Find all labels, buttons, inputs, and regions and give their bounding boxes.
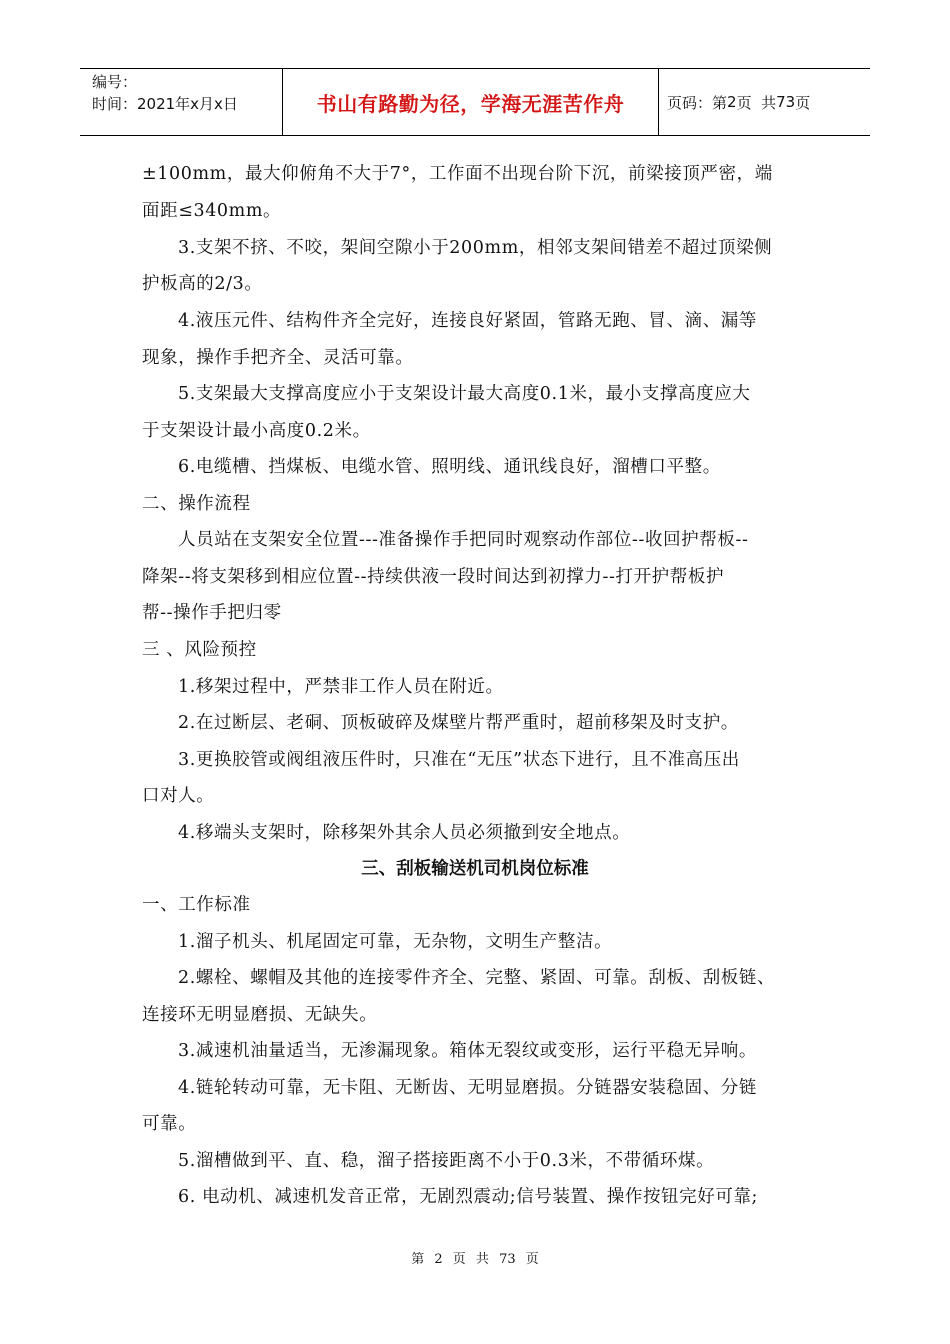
body-line: 护板高的2/3。 — [142, 274, 263, 294]
body-line: 于支架设计最小高度0.2米。 — [142, 421, 371, 441]
body-line: 4.液压元件、结构件齐全完好，连接良好紧固，管路无跑、冒、滴、漏等 — [178, 311, 757, 331]
body-line: 4.链轮转动可靠，无卡阻、无断齿、无明显磨损。分链器安装稳固、分链 — [178, 1078, 757, 1098]
header-motto: 书山有路勤为径，学海无涯苦作舟 — [283, 69, 659, 135]
footer-suffix: 页 — [525, 1252, 539, 1267]
body-line: 5.支架最大支撑高度应小于支架设计最大高度0.1米，最小支撑高度应大 — [178, 384, 751, 404]
body-line: 4.移端头支架时，除移架外其余人员必须撤到安全地点。 — [178, 823, 631, 843]
footer-page-number: 2 — [434, 1252, 443, 1267]
body-line: 1.溜子机头、机尾固定可靠，无杂物，文明生产整洁。 — [178, 932, 613, 952]
header-page-suffix: 页 — [795, 93, 811, 112]
header-page-total: 73 — [776, 93, 796, 111]
header-page-prefix: 页码：第 — [667, 93, 728, 112]
footer-mid: 页 共 — [452, 1252, 489, 1267]
body-line: 3.更换胶管或阀组液压件时，只准在“无压”状态下进行，且不准高压出 — [178, 750, 740, 770]
body-line: 6.电缆槽、挡煤板、电缆水管、照明线、通讯线良好，溜槽口平整。 — [178, 457, 721, 477]
body-line: 2.在过断层、老硐、顶板破碎及煤壁片帮严重时，超前移架及时支护。 — [178, 713, 739, 733]
header-page-info — [659, 69, 870, 135]
body-line: ±100mm，最大仰俯角不大于7°，工作面不出现台阶下沉，前梁接顶严密，端 — [142, 164, 773, 184]
chapter-title: 三、刮板输送机司机岗位标准 — [361, 859, 589, 879]
document-date: 时间：2021年x月x日 — [92, 95, 238, 113]
document-number-label: 编号： — [92, 73, 138, 91]
section-heading: 二、操作流程 — [142, 494, 251, 514]
body-line: 3.支架不挤、不咬，架间空隙小于200mm，相邻支架间错差不超过顶梁侧 — [178, 238, 773, 258]
body-line: 降架--将支架移到相应位置--持续供液一段时间达到初撑力--打开护帮板护 — [142, 567, 725, 587]
body-line: 6. 电动机、减速机发音正常，无剧烈震动;信号装置、操作按钮完好可靠; — [178, 1187, 759, 1207]
header-info-cell — [80, 69, 283, 135]
footer-page-total: 73 — [499, 1252, 516, 1267]
section-heading: 三 、风险预控 — [142, 640, 257, 660]
header-page-mid: 页 共 — [736, 93, 777, 112]
section-heading: 一、工作标准 — [142, 895, 251, 915]
body-line: 帮--操作手把归零 — [142, 603, 282, 623]
body-line: 5.溜槽做到平、直、稳，溜子搭接距离不小于0.3米，不带循环煤。 — [178, 1151, 715, 1171]
body-line: 2.螺栓、螺帽及其他的连接零件齐全、完整、紧固、可靠。刮板、刮板链、 — [178, 968, 776, 988]
footer-prefix: 第 — [411, 1252, 425, 1267]
page-footer — [0, 1248, 950, 1267]
body-line: 1.移架过程中，严禁非工作人员在附近。 — [178, 677, 504, 697]
page-header — [80, 68, 870, 136]
body-line: 口对人。 — [142, 786, 215, 806]
body-line: 人员站在支架安全位置---准备操作手把同时观察动作部位--收回护帮板-- — [178, 530, 749, 550]
body-line: 3.减速机油量适当，无渗漏现象。箱体无裂纹或变形，运行平稳无异响。 — [178, 1041, 757, 1061]
header-page-number: 2 — [727, 93, 737, 111]
body-line: 现象，操作手把齐全、灵活可靠。 — [142, 348, 414, 368]
body-line: 面距≤340mm。 — [142, 201, 282, 221]
body-line: 可靠。 — [142, 1114, 197, 1134]
body-line: 连接环无明显磨损、无缺失。 — [142, 1005, 378, 1025]
